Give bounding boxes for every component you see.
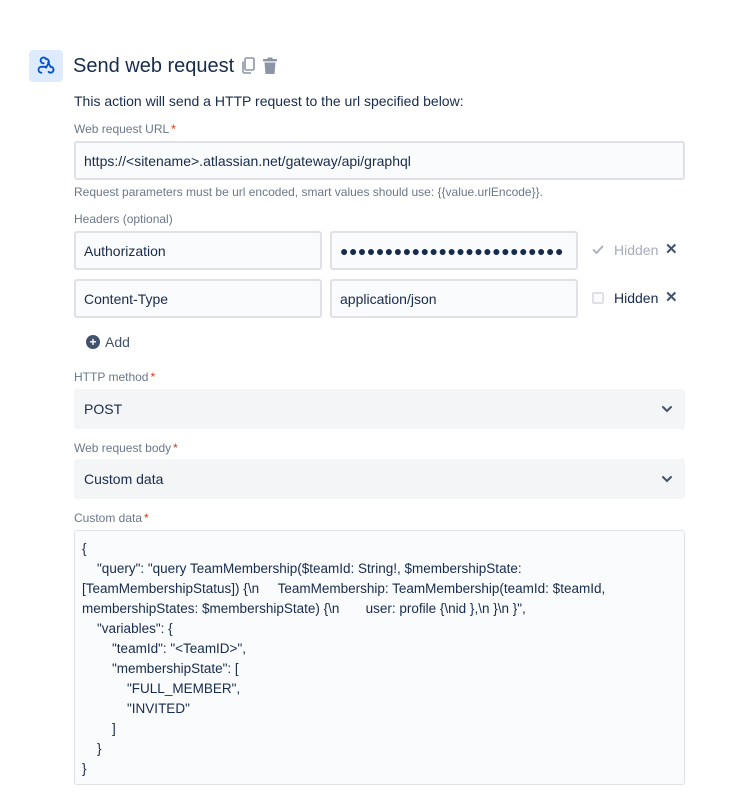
page-title: Send web request — [73, 55, 235, 77]
chevron-down-icon — [661, 405, 673, 413]
copy-icon[interactable] — [240, 57, 256, 75]
header-key-input[interactable]: Content-Type — [74, 279, 322, 318]
hidden-label: Hidden — [614, 242, 659, 258]
request-body-select[interactable] — [74, 459, 685, 499]
custom-data-label: Custom data * — [74, 511, 149, 525]
webhook-icon — [29, 50, 63, 82]
chevron-down-icon — [661, 475, 673, 483]
body-label: Web request body * — [74, 441, 178, 455]
http-method-select[interactable] — [74, 389, 685, 429]
web-request-url-input[interactable]: https://<sitename>.atlassian.net/gateway/api/graphql — [74, 141, 685, 180]
headers-label: Headers (optional) — [74, 212, 173, 226]
hidden-toggle[interactable] — [592, 290, 658, 306]
hidden-toggle[interactable] — [592, 242, 658, 258]
add-icon: + — [86, 335, 100, 349]
request-body-value: Custom data — [84, 471, 164, 487]
hidden-label: Hidden — [614, 290, 659, 306]
url-label: Web request URL * — [74, 122, 176, 136]
custom-data-textarea[interactable]: { "query": "query TeamMembership($teamId: String!, $membershipState: [TeamMembershipStatus]) {\n TeamMembership: TeamMembership(teamId: $teamId, membershipStates: $membershipState) {\n user: profile {\nid },\n }\n }", "variables": { "teamId": "<TeamID>", "membershipState": [ "FULL_MEMBER", "INVITED" ] } } — [74, 530, 685, 785]
http-method-value: POST — [84, 401, 123, 417]
header-value-input[interactable]: ●●●●●●●●●●●●●●●●●●●●●●●●● — [330, 231, 578, 270]
add-header-button[interactable] — [86, 334, 130, 350]
header-key-input[interactable]: Authorization — [74, 231, 322, 270]
title-actions — [240, 57, 278, 75]
http-method-label: HTTP method * — [74, 370, 156, 384]
header-value-input[interactable]: application/json — [330, 279, 578, 318]
remove-header-button[interactable]: ✕ — [665, 289, 678, 306]
add-label: Add — [105, 334, 130, 350]
trash-icon[interactable] — [262, 57, 278, 75]
checkbox[interactable] — [592, 292, 604, 304]
url-helper-text: Request parameters must be url encoded, smart values should use: {{value.urlEncode}}. — [74, 185, 543, 199]
checkbox-checked[interactable] — [592, 244, 604, 256]
action-description: This action will send a HTTP request to the url specified below: — [74, 93, 464, 109]
remove-header-button[interactable]: ✕ — [665, 241, 678, 258]
